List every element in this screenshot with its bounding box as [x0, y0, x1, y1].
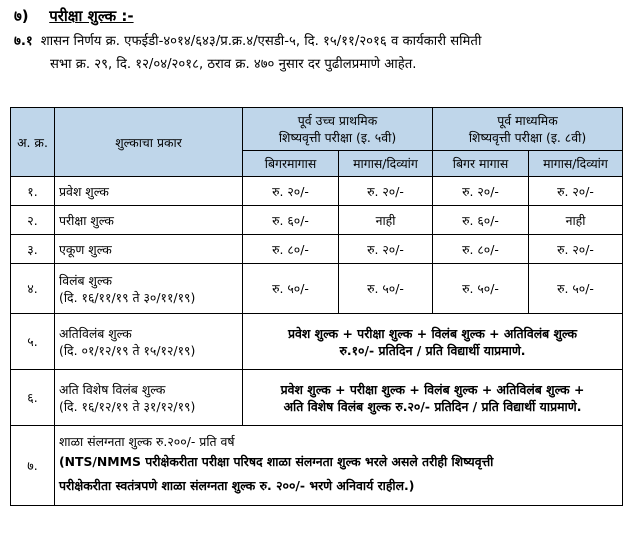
intro-paragraph [14, 30, 626, 76]
header-group-8th-line1: पूर्व माध्यमिक [497, 113, 558, 128]
table-row [11, 206, 623, 235]
row-fee-type [55, 264, 243, 314]
paragraph-line-2: सभा क्र. २९, दि. १२/०४/२०१८, ठराव क्र. ४७० नुसार दर पुढीलप्रमाणे आहेत. [50, 57, 417, 72]
row-serial: ६. [11, 370, 55, 426]
row-value: रु. २०/- [339, 235, 433, 264]
row-value: रु. २०/- [529, 235, 623, 264]
header-group-5th [243, 108, 433, 151]
fee-table [10, 107, 623, 506]
header-reserved-5th: मागास/दिव्यांग [339, 151, 433, 177]
header-fee-type: शुल्काचा प्रकार [55, 108, 243, 177]
row-value: रु. २०/- [529, 177, 623, 206]
row-fee-type-name: अति विशेष विलंब शुल्क [59, 381, 166, 397]
table-row [11, 314, 623, 370]
row-fee-type [55, 370, 243, 426]
header-serial: अ. क्र. [11, 108, 55, 177]
row-fee-type: परीक्षा शुल्क [55, 206, 243, 235]
row-serial: ३. [11, 235, 55, 264]
row-serial: ४. [11, 264, 55, 314]
row-value: रु. ५०/- [433, 264, 529, 314]
row-fee-type: प्रवेश शुल्क [55, 177, 243, 206]
row-serial: २. [11, 206, 55, 235]
merged-line-2: रु.१०/- प्रतिदिन / प्रति विद्यार्थी याप्रमाणे. [339, 342, 526, 358]
header-group-5th-line2: शिष्यवृत्ती परीक्षा (इ. ५वी) [278, 130, 397, 145]
row-fee-type-name: विलंब शुल्क [59, 272, 113, 288]
affiliation-line-3: परीक्षेकरीता स्वतंत्रपणे शाळा संलग्नता शुल्क रु. २००/- भरणे अनिवार्य राहील.) [59, 478, 415, 493]
header-reserved-8th: मागास/दिव्यांग [529, 151, 623, 177]
merged-line-2: अति विशेष विलंब शुल्क रु.२०/- प्रतिदिन / प्रति विद्यार्थी याप्रमाणे. [283, 398, 582, 414]
row-serial: १. [11, 177, 55, 206]
row-value: रु. २०/- [339, 177, 433, 206]
paragraph-number: ७.१ [14, 34, 33, 49]
merged-line-1: प्रवेश शुल्क + परीक्षा शुल्क + विलंब शुल्क + अतिविलंब शुल्क [287, 325, 578, 341]
table-row [11, 264, 623, 314]
row-value: रु. ६०/- [433, 206, 529, 235]
row-value: रु. २०/- [243, 177, 339, 206]
row-serial: ७. [11, 426, 55, 506]
row-value: रु. ८०/- [243, 235, 339, 264]
row-fee-type-name: अतिविलंब शुल्क [59, 325, 132, 341]
header-group-5th-line1: पूर्व उच्च प्राथमिक [297, 113, 378, 128]
table-row [11, 370, 623, 426]
row-fee-type-dates: (दि. १६/११/१९ ते ३०/११/१९) [59, 289, 196, 305]
affiliation-line-2: (NTS/NMMS परीक्षेकरीता परीक्षा परिषद शाळा संलग्नता शुल्क भरले असले तरीही शिष्यवृत्ती [59, 454, 494, 469]
row-value: रु. ६०/- [243, 206, 339, 235]
row-value: रु. ८०/- [433, 235, 529, 264]
row-value: रु. २०/- [433, 177, 529, 206]
merged-line-1: प्रवेश शुल्क + परीक्षा शुल्क + विलंब शुल्क + अतिविलंब शुल्क + [280, 381, 585, 397]
section-heading [14, 6, 134, 26]
row-value: रु. ५०/- [529, 264, 623, 314]
header-open-8th: बिगर मागास [433, 151, 529, 177]
row-serial: ५. [11, 314, 55, 370]
row-merged-value [243, 314, 623, 370]
row-merged-value [243, 370, 623, 426]
table-row [11, 177, 623, 206]
row-value: नाही [339, 206, 433, 235]
table-row [11, 426, 623, 506]
section-title: परीक्षा शुल्क :- [49, 7, 134, 25]
row-value: रु. ५०/- [243, 264, 339, 314]
table-row [11, 235, 623, 264]
paragraph-line-1: शासन निर्णय क्र. एफईडी-४०१४/६४३/प्र.क्र.४/एसडी-५, दि. १५/११/२०१६ व कार्यकारी समिती [40, 34, 482, 49]
row-fee-type-dates: (दि. ०१/१२/१९ ते १५/१२/१९) [59, 342, 196, 358]
row-fee-type: एकूण शुल्क [55, 235, 243, 264]
row-fee-type-dates: (दि. १६/१२/१९ ते ३१/१२/१९) [59, 398, 196, 414]
row-value: नाही [529, 206, 623, 235]
row-fee-type [55, 314, 243, 370]
row-affiliation-fee [55, 426, 623, 506]
header-group-8th [433, 108, 623, 151]
section-number: ७) [14, 7, 29, 25]
row-value: रु. ५०/- [339, 264, 433, 314]
affiliation-line-1: शाळा संलग्नता शुल्क रु.२००/- प्रति वर्ष [59, 434, 235, 449]
header-open-5th: बिगरमागास [243, 151, 339, 177]
header-group-8th-line2: शिष्यवृत्ती परीक्षा (इ. ८वी) [468, 130, 587, 145]
